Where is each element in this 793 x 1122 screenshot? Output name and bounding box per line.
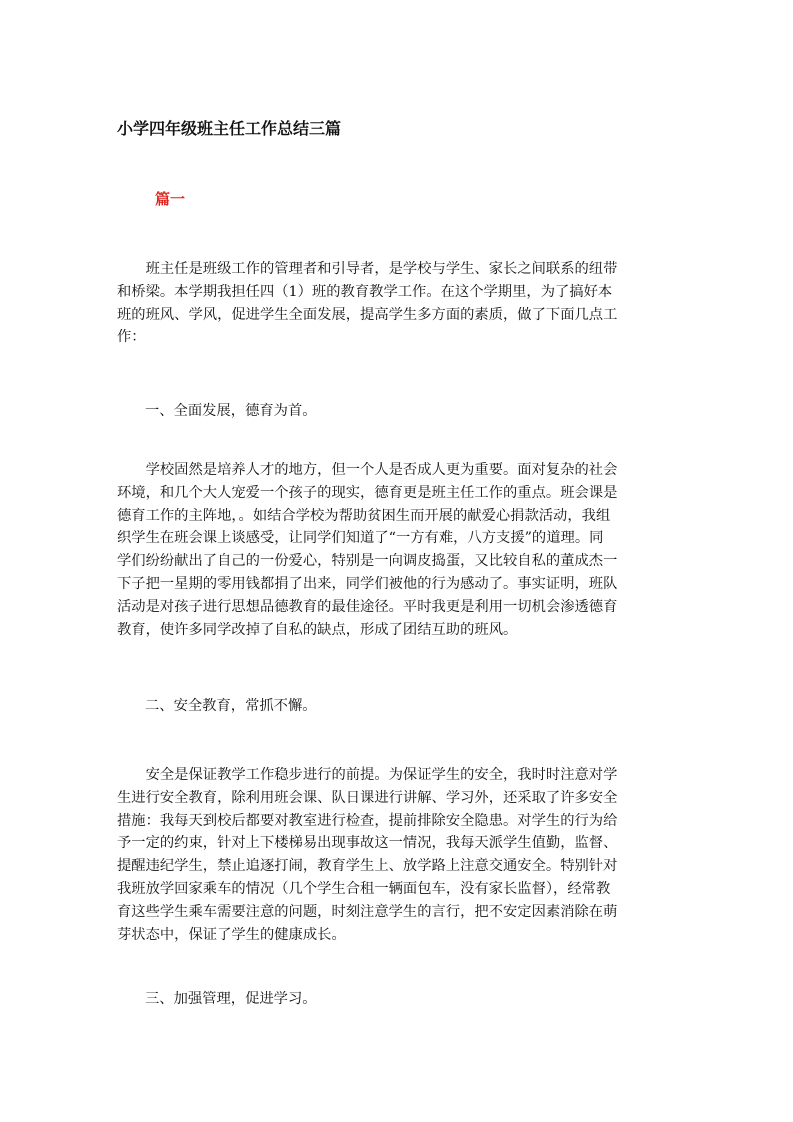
paragraph-intro bbox=[117, 258, 637, 349]
line: 班主任是班级工作的管理者和引导者，是学校与学生、家长之间联系的纽带 bbox=[117, 261, 618, 277]
line: 德育工作的主阵地，。如结合学校为帮助贫困生而开展的献爱心捐款活动，我组 bbox=[117, 507, 611, 524]
heading-1: 一、全面发展，德育为首。 bbox=[145, 403, 317, 419]
line: 育这些学生乘车需要注意的问题，时刻注意学生的言行，把不安定因素消除在萌 bbox=[117, 903, 618, 920]
line: 安全是保证教学工作稳步进行的前提。为保证学生的安全，我时时注意对学 bbox=[117, 767, 618, 783]
line: 环境，和几个大人宠爱一个孩子的现实，德育更是班主任工作的重点。班会课是 bbox=[117, 484, 618, 501]
line: 和桥梁。本学期我担任四（1）班的教育教学工作。在这个学期里，为了搞好本 bbox=[117, 283, 613, 300]
line: 班的班风、学风，促进学生全面发展，提高学生多方面的素质，做了下面几点工 bbox=[117, 306, 618, 323]
line: 提醒违纪学生，禁止追逐打闹，教育学生上、放学路上注意交通安全。特别针对 bbox=[117, 858, 618, 875]
line: 活动是对孩子进行思想品德教育的最佳途径。平时我更是利用一切机会渗透德育 bbox=[117, 598, 618, 615]
document-title: 小学四年级班主任工作总结三篇 bbox=[117, 119, 342, 138]
line: 措施：我每天到校后都要对教室进行检查，提前排除安全隐患。对学生的行为给 bbox=[117, 812, 618, 829]
heading-2: 二、安全教育，常抓不懈。 bbox=[145, 698, 317, 714]
line: 生进行安全教育，除利用班会课、队日课进行讲解、学习外，还采取了许多安全 bbox=[117, 789, 618, 806]
paragraph-moral bbox=[117, 459, 637, 641]
line: 织学生在班会课上谈感受，让同学们知道了“一方有难，八方支援”的道理。同 bbox=[117, 530, 604, 547]
line: 学们纷纷献出了自己的一份爱心，特别是一向调皮捣蛋，又比较自私的董成杰一 bbox=[117, 553, 618, 570]
line: 芽状态中，保证了学生的健康成长。 bbox=[117, 926, 346, 943]
paragraph-safety bbox=[117, 764, 637, 946]
line: 作： bbox=[117, 329, 146, 346]
line: 下子把一星期的零用钱都捐了出来，同学们被他的行为感动了。事实证明，班队 bbox=[117, 575, 618, 592]
line: 予一定的约束，针对上下楼梯易出现事故这一情况，我每天派学生值勤，监督、 bbox=[117, 835, 618, 852]
section-label: 篇一 bbox=[155, 190, 186, 208]
line: 我班放学回家乘车的情况（几个学生合租一辆面包车，没有家长监督），经常教 bbox=[117, 880, 611, 897]
line: 学校固然是培养人才的地方，但一个人是否成人更为重要。面对复杂的社会 bbox=[117, 462, 618, 478]
line: 教育，使许多同学改掉了自私的缺点，形成了团结互助的班风。 bbox=[117, 621, 518, 638]
heading-3: 三、加强管理，促进学习。 bbox=[145, 991, 317, 1007]
